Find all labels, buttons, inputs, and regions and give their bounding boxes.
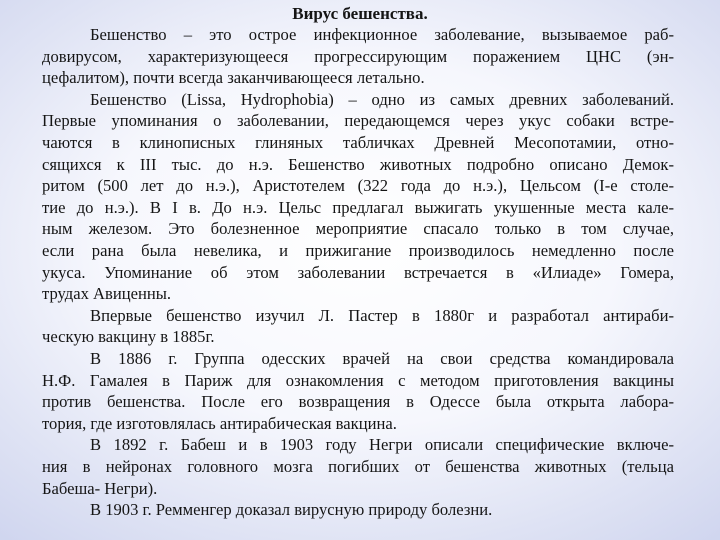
text-line: сящихся к III тыс. до н.э. Бешенство животных подробно описано Демок- <box>42 154 674 174</box>
text-line: ния в нейронах головного мозга погибших от бешенства животных (тельца <box>42 457 674 476</box>
text-line: тория, где изготовлялась антирабическая вакцина. <box>42 413 397 433</box>
text-line: трудах Авиценны. <box>42 284 172 304</box>
text-line: Бабеша- Негри). <box>42 478 158 498</box>
text-line: В 1903 г. Ремменгер доказал вирусную природу болезни. <box>90 500 493 520</box>
text-line: В 1892 г. Бабеш и в 1903 году Негри описали специфические включе- <box>90 435 674 455</box>
text-line: Впервые бешенство изучил Л. Пастер в 1880г и разработал антираби- <box>90 305 674 325</box>
text-line: довирусом, характеризующееся прогрессирующим поражением ЦНС (эн- <box>42 46 674 66</box>
text-line: укуса. Упоминание об этом заболевании встречается в «Илиаде» Гомера, <box>42 262 674 282</box>
text-line: В 1886 г. Группа одесских врачей на свои средства командировала <box>90 349 674 368</box>
text-line: Первые упоминания о заболевании, передающемся через укус собаки встре- <box>42 111 674 131</box>
text-line: Бешенство – это острое инфекционное заболевание, вызываемое раб- <box>90 25 674 44</box>
text-line: Бешенство (Lissa, Hydrophobia) – одно из самых древних заболеваний. <box>90 89 674 109</box>
text-line: если рана была невелика, и прижигание производилось немедленно после <box>42 241 674 260</box>
text-line: цефалитом), почти всегда заканчивающееся летально. <box>42 68 425 88</box>
document-title: Вирус бешенства. <box>292 4 428 23</box>
text-line: ритом (500 лет до н.э.), Аристотелем (322 года до н.э.), Цельсом (I-е столе- <box>42 176 674 196</box>
text-line: Н.Ф. Гамалея в Париж для ознакомления с методом приготовления вакцины <box>42 370 674 390</box>
text-line: чаются в клинописных глиняных табличках Древней Месопотамии, отно- <box>42 133 674 152</box>
text-line: против бешенства. После его возвращения в Одессе была открыта лабора- <box>42 392 674 412</box>
text-line: ческую вакцину в 1885г. <box>42 327 215 347</box>
text-line: тие до н.э.). В I в. До н.э. Цельс предлагал выжигать укушенные места кале- <box>42 197 674 217</box>
text-line: ным железом. Это болезненное мероприятие спасало только в том случае, <box>42 219 674 239</box>
